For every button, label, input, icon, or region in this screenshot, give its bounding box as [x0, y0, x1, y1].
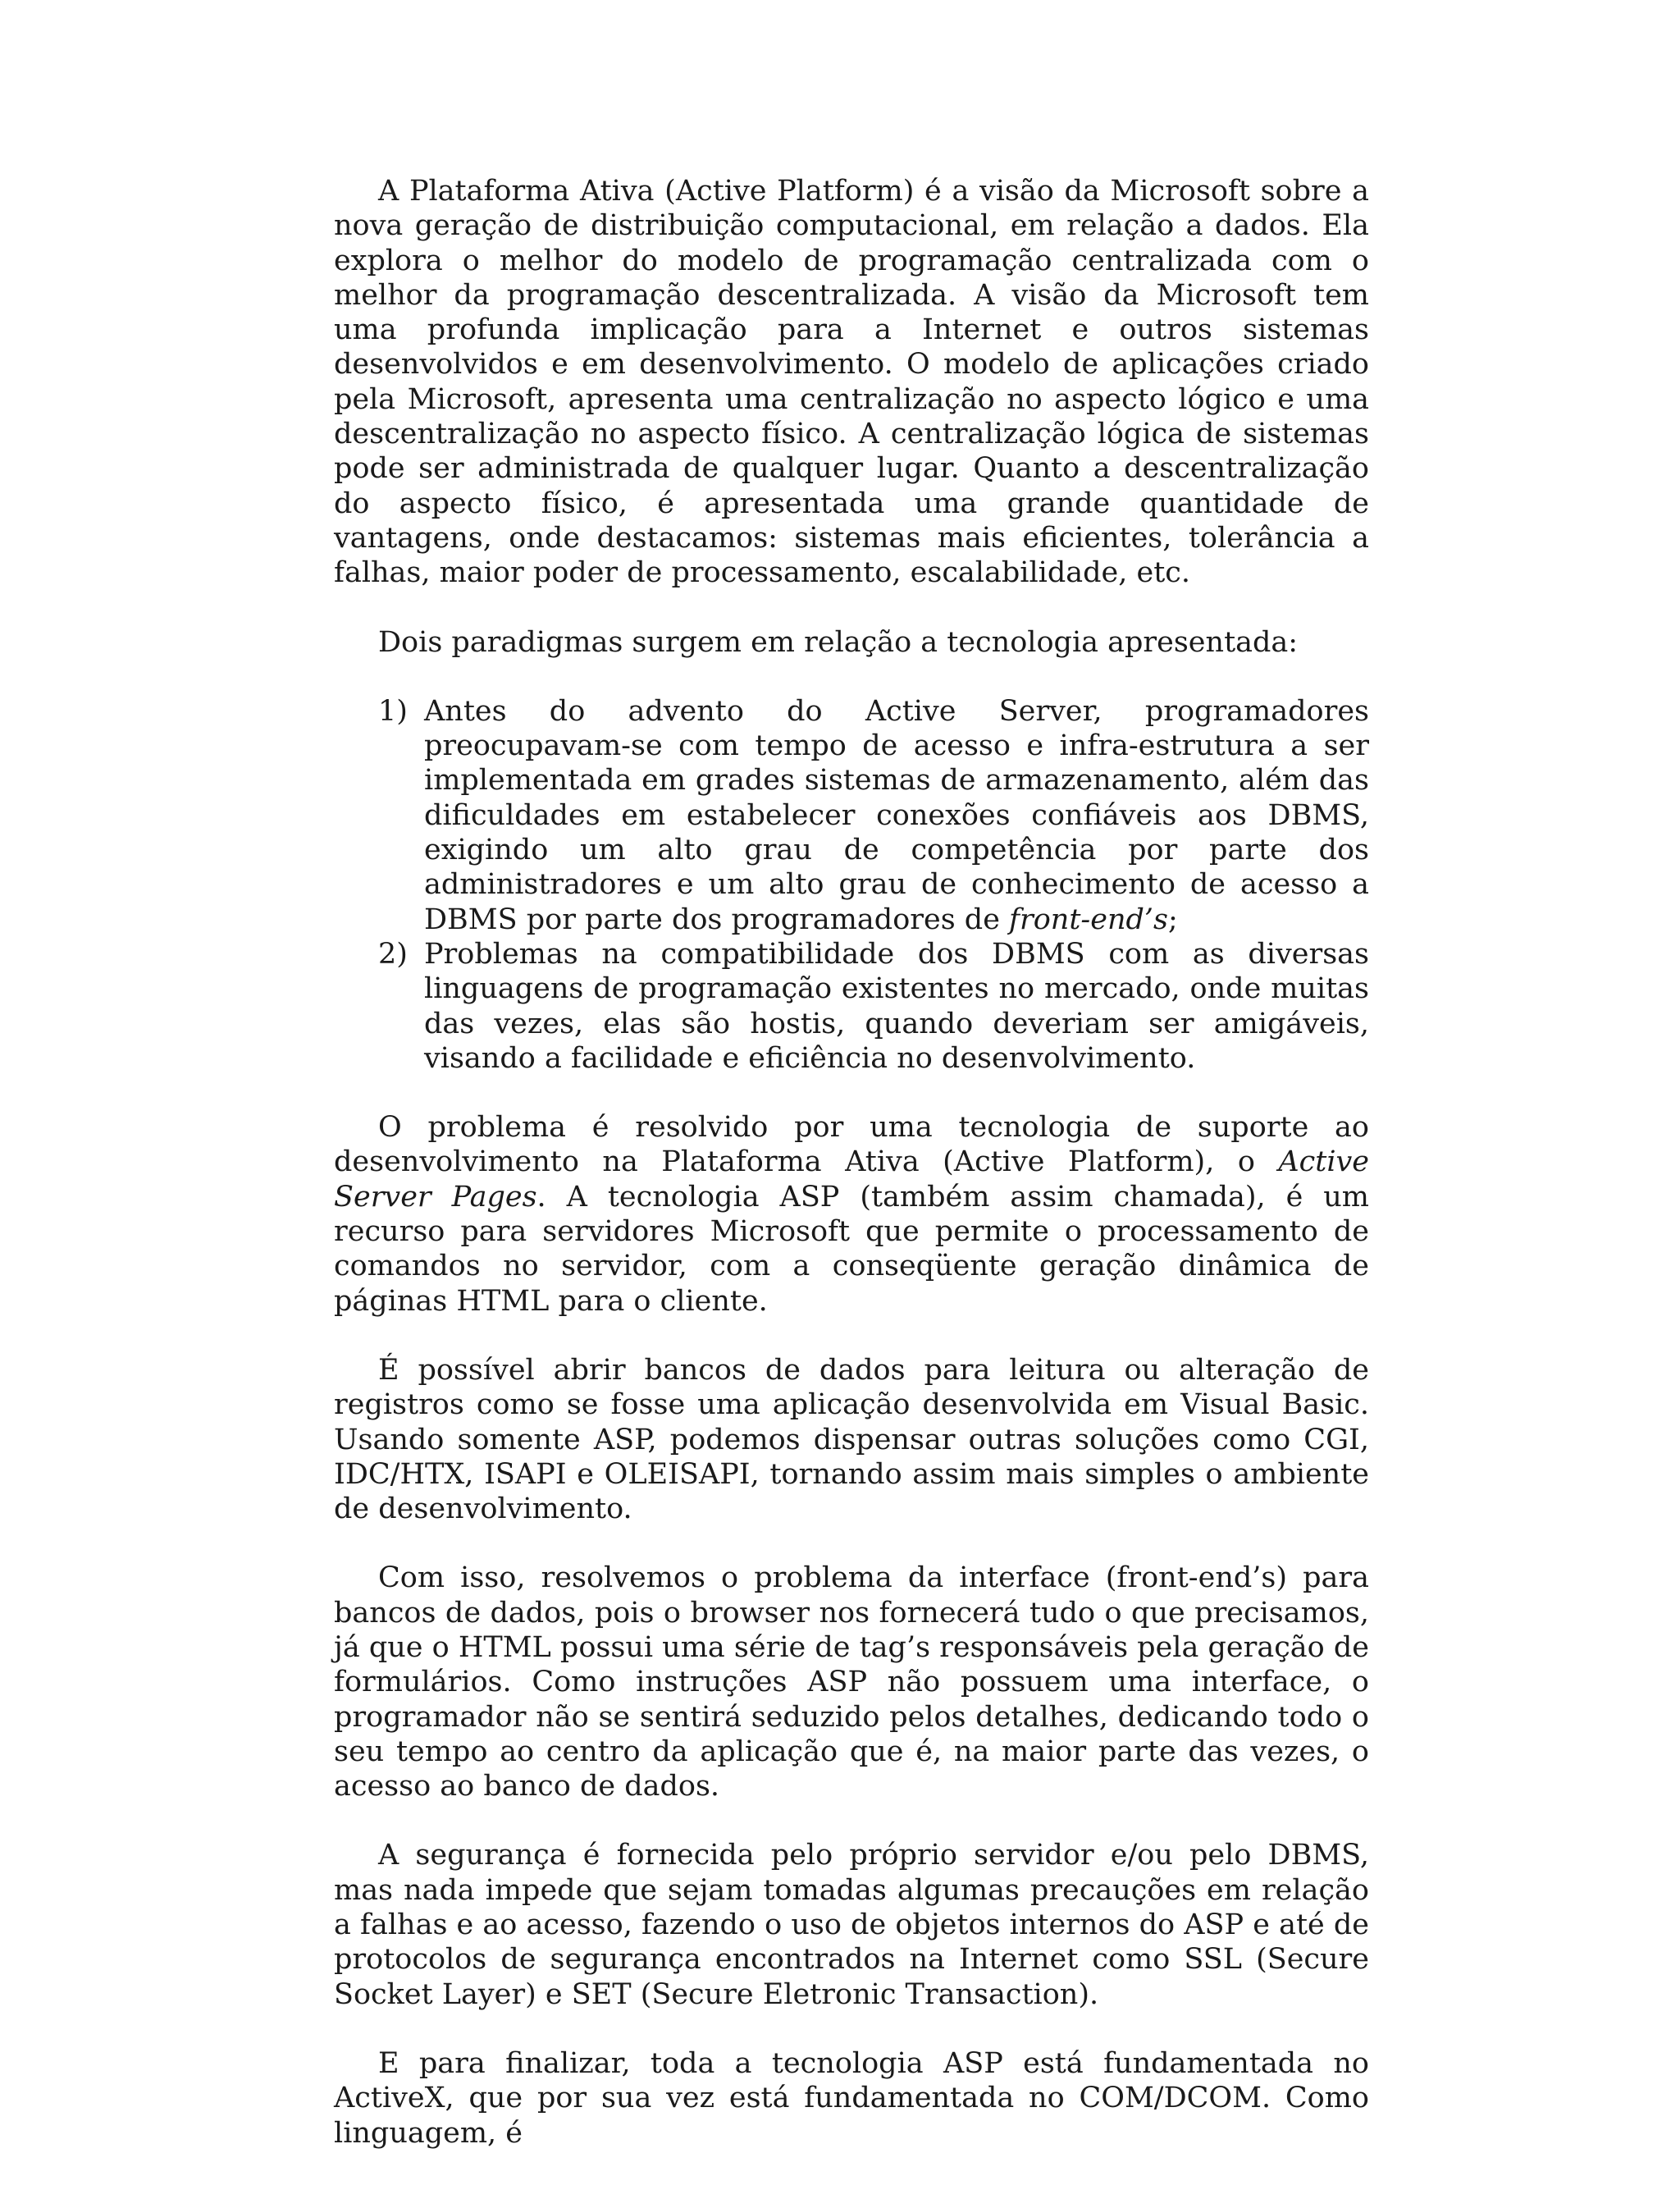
list-item [334, 694, 1369, 937]
document-page [334, 174, 1369, 2185]
paragraph-active-platform: A Plataforma Ativa (Active Platform) é a visão da Microsoft sobre a nova geração de distribuição computacional, em relação a dados. Ela explora o melhor do modelo de programação centralizada com o melhor da programação descentralizada. A visão da Microsoft tem uma profunda implicação para a Internet e outros sistemas desenvolvidos e em desenvolvimento. O modelo de aplicações criado pela Microsoft, apresenta uma centralização no aspecto lógico e uma descentralização no aspecto físico. A centralização lógica de sistemas pode ser administrada de qualquer lugar. Quanto a descentralização do aspecto físico, é apresentada uma grande quantidade de vantagens, onde destacamos: sistemas mais eficientes, tolerância a falhas, maior poder de processamento, escalabilidade, etc. [334, 175, 1369, 590]
list-item [334, 937, 1369, 1076]
paragraph-databases: É possível abrir bancos de dados para leitura ou alteração de registros como se fosse uma aplicação desenvolvida em Visual Basic. Usando somente ASP, podemos dispensar outras soluções como CGI, IDC/HTX, ISAPI e OLEISAPI, tornando assim mais simples o ambiente de desenvolvimento. [334, 1353, 1369, 1526]
list-item-text: Antes do advento do Active Server, programadores preocupavam-se com tempo de acesso e infra-estrutura a ser implementada em grades sistemas de armazenamento, além das dificuldades em estabelecer conexões confiáveis aos DBMS, exigindo um alto grau de competência por parte dos administradores e um alto grau de conhecimento de acesso a DBMS por parte dos programadores de [424, 694, 1369, 936]
list-marker: 2) [378, 937, 408, 971]
paragraph-asp-solution-end: . A tecnologia ASP (também assim chamada), é um recurso para servidores Microsoft que permite o processamento de comandos no servidor, com a conseqüente geração dinâmica de páginas HTML para o cliente. [334, 1180, 1369, 1318]
paragraph-asp-solution-start: O problema é resolvido por uma tecnologia de suporte ao desenvolvimento na Plataforma Ativa (Active Platform), o [334, 1111, 1369, 1179]
list-item-italic-term: front-end’s [1009, 903, 1168, 936]
paragraph-interface: Com isso, resolvemos o problema da interface (front-end’s) para bancos de dados, pois o browser nos fornecerá tudo o que precisamos, já que o HTML possui uma série de tag’s responsáveis pela geração de formulários. Como instruções ASP não possuem uma interface, o programador não se sentirá seduzido pelos detalhes, dedicando todo o seu tempo ao centro da aplicação que é, na maior parte das vezes, o acesso ao banco de dados. [334, 1561, 1369, 1803]
asp-italic-term: Active Server Pages [334, 1145, 1369, 1214]
list-item-text: Problemas na compatibilidade dos DBMS com as diversas linguagens de programação existentes no mercado, onde muitas das vezes, elas são hostis, quando deveriam ser amigáveis, visando a facilidade e eficiência no desenvolvimento. [424, 937, 1369, 1075]
list-marker: 1) [378, 694, 408, 728]
paragraph-activex: E para finalizar, toda a tecnologia ASP está fundamentada no ActiveX, que por sua vez está fundamentada no COM/DCOM. Como linguagem, é [334, 2046, 1369, 2150]
paragraph-paradigms-intro: Dois paradigmas surgem em relação a tecnologia apresentada: [378, 625, 1299, 659]
paragraph-asp-solution [334, 1110, 1369, 1319]
paragraph-security: A segurança é fornecida pelo próprio servidor e/ou pelo DBMS, mas nada impede que sejam tomadas algumas precauções em relação a falhas e ao acesso, fazendo o uso de objetos internos do ASP e até de protocolos de segurança encontrados na Internet como SSL (Secure Socket Layer) e SET (Secure Eletronic Transaction). [334, 1839, 1369, 2011]
paradigms-list [334, 694, 1369, 1076]
list-item-tail: ; [1167, 903, 1178, 936]
